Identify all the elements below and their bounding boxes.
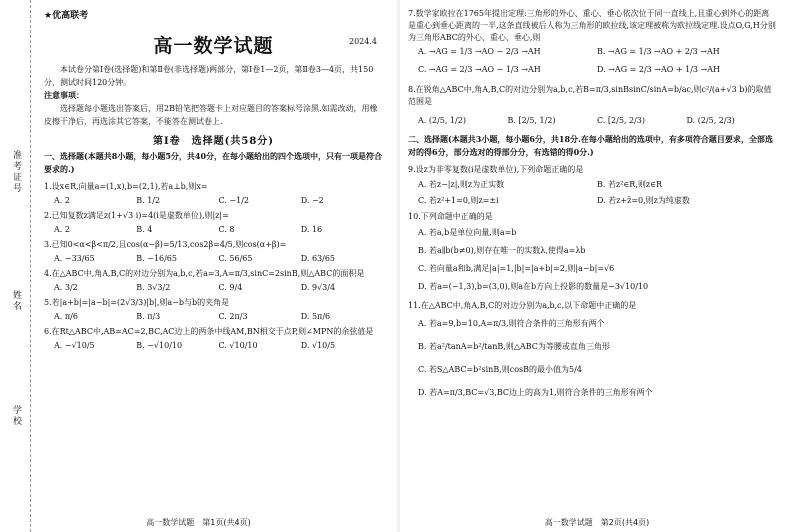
question-1: 1.设x∈R,向量a=(1,x),b=(2,1),若a⊥b,则x= <box>44 182 208 191</box>
option: A. 3/2 <box>54 283 78 292</box>
question-2-options <box>54 225 383 234</box>
question-8-options <box>418 116 776 125</box>
part-two-instructions: 二、选择题(本题共3小题，每小题6分，共18分.在每小题给出的选项中，有多项符合题目要求，全部选对的得6分，部分选对的得部分分，有选错的得0分.) <box>408 134 773 157</box>
option: C. 56/65 <box>218 254 253 263</box>
option: B. 4 <box>136 225 153 234</box>
option: B. 1/2 <box>136 196 161 205</box>
option: C. [2/5, 2/3) <box>597 116 645 125</box>
option: C. 若S△ABC=b²sinB,则cosB的最小值为5/4 <box>418 365 582 374</box>
option: B. 若a²/tanA=b²/tanB,则△ABC为等腰或直角三角形 <box>418 342 610 351</box>
question-9: 9.设z为非零复数(i是虚数单位),下列命题正确的是 <box>408 165 584 174</box>
option: C. →AG = 2/3 →AO − 1/3 →AH <box>418 65 541 74</box>
question-2: 2.已知复数z满足z(1+√3 i)=4(i是虚数单位),则|z|= <box>44 211 229 220</box>
question-4: 4.在△ABC中,角A,B,C的对边分别为a,b,c,若a=3,A=π/3,sinC=2sinB,则△ABC的面积是 <box>44 269 365 278</box>
question-7: 7.数学家欧拉在1765年提出定理:三角形的外心、重心、垂心依次位于同一直线上,且重心到外心的距离是重心到垂心距离的一半,这条直线被后人称为三角形的欧拉线,该定理被称为欧拉线定理.设点O,G,H分别为三角形ABC的外心、重心、垂心,则 <box>408 9 776 42</box>
side-label-name: 姓名 <box>11 290 21 312</box>
title-row <box>44 31 383 63</box>
page-2-footer: 高一数学试题 第2页(共4页) <box>544 518 650 527</box>
option: C. 若z²+1=0,则z=±i <box>418 196 499 205</box>
option: D. 63/65 <box>300 254 336 263</box>
option: C. 若向量a和b,满足|a|=1,|b|=|a+b|=2,则|a−b|=√6 <box>418 264 615 273</box>
option: B. −√10/10 <box>136 341 183 350</box>
option: A. −33/65 <box>54 254 95 263</box>
option: D. 若a=(−1,3),b=(3,0),则a在b方向上投影的数量是−3√10/10 <box>418 282 649 291</box>
option: B. −16/65 <box>136 254 177 263</box>
intro-text: 本试卷分第Ⅰ卷(选择题)和第Ⅱ卷(非选择题)两部分，第Ⅰ卷1—2页，第Ⅱ卷3—4页，共150分，测试时间120分钟。 <box>44 65 374 87</box>
page-2 <box>400 0 794 532</box>
option: B. 若a∥b(b≠0),则存在唯一的实数λ,使得a=λb <box>418 246 586 255</box>
question-6-options <box>54 341 383 350</box>
notice-heading: 注意事项： <box>44 90 84 100</box>
page-2-content <box>408 8 776 398</box>
question-3: 3.已知0<α<β<π/2,且cos(α−β)=5/13,cos2β=4/5,则cos(α+β)= <box>44 240 287 249</box>
notice-body: 选择题每小题选出答案后，用2B铅笔把答题卡上对应题目的答案标号涂黑.如需改动，用橡皮擦干净后，再选涂其它答案，不能答在测试卷上. <box>44 104 378 126</box>
section-title: 第Ⅰ卷 选择题(共58分) <box>152 136 275 147</box>
question-3-options <box>54 254 383 263</box>
option: A. 若z−|z|,则z为正实数 <box>418 180 505 189</box>
side-label-school: 学校 <box>11 405 21 427</box>
option: C. √10/10 <box>218 341 258 350</box>
option: B. 3√3/2 <box>136 283 171 292</box>
question-1-options <box>54 196 383 205</box>
binding-margin <box>0 0 36 532</box>
option: B. [2/5, 1/2) <box>507 116 556 125</box>
cut-line <box>30 0 31 532</box>
option: D. −2 <box>300 196 324 205</box>
question-5-options <box>54 312 383 321</box>
option: A. −√10/5 <box>54 341 95 350</box>
option: C. 8 <box>218 225 235 234</box>
option: A. 若a=9,b=10,A=π/3,则符合条件的三角形有两个 <box>418 319 605 328</box>
question-5: 5.若|a+b|=|a−b|=(2√3/3)|b|,则a−b与b的夹角是 <box>44 298 230 307</box>
option: B. →AG = 1/3 →AO + 2/3 →AH <box>597 47 720 56</box>
option: A. 2 <box>54 196 70 205</box>
page-1-footer: 高一数学试题 第1页(共4页) <box>146 518 251 527</box>
page-title: 高一数学试题 <box>153 35 274 57</box>
part-one-instructions: 一、选择题(本题共8小题，每小题5分，共40分，在每小题给出的四个选项中，只有一项是符合要求的.) <box>44 151 383 174</box>
question-10: 10.下列命题中正确的是 <box>408 212 493 221</box>
question-9-options <box>418 179 776 206</box>
option: D. (2/5, 2/3) <box>686 116 735 125</box>
brand-label: ★优高联考 <box>44 11 89 21</box>
exam-date: 2024.4 <box>349 37 377 46</box>
option: A. (2/5, 1/2) <box>418 116 466 125</box>
option: C. 9/4 <box>218 283 243 292</box>
option: D. →AG = 2/3 →AO + 1/3 →AH <box>597 65 720 74</box>
option: B. π/3 <box>136 312 161 321</box>
option: D. 16 <box>300 225 323 234</box>
option: C. 2π/3 <box>218 312 248 321</box>
option: D. 5π/6 <box>300 312 331 321</box>
question-8: 8.在锐角△ABC中,角A,B,C的对边分别为a,b,c,若B=π/3,sinBsinC/sinA=b/ac,则c²/(a+√3 b)的取值范围是 <box>408 85 772 106</box>
option: A. 2 <box>54 225 70 234</box>
question-11: 11.在△ABC中,角A,B,C的对边分别为a,b,c,以下命题中正确的是 <box>408 301 637 310</box>
option: B. 若z²∈R,则z∈R <box>597 180 663 189</box>
question-7-options <box>418 47 776 74</box>
question-4-options <box>54 283 383 292</box>
option: C. −1/2 <box>218 196 249 205</box>
option: D. 若A=π/3,BC=√3,BC边上的高为1,则符合条件的三角形有两个 <box>418 388 653 397</box>
page-1-content <box>44 8 383 350</box>
question-6: 6.在Rt△ABC中,AB=AC=2,BC,AC边上的两条中线AM,BN相交于点P,则∠MPN的余弦值是 <box>44 327 374 336</box>
option: D. √10/5 <box>300 341 336 350</box>
option: A. →AG = 1/3 →AO − 2/3 →AH <box>418 47 541 56</box>
option: D. 若z+z̄=0,则z为纯虚数 <box>597 196 690 205</box>
option: A. π/6 <box>54 312 78 321</box>
side-label-exam-id: 准考证号 <box>11 150 21 194</box>
option: D. 9√3/4 <box>300 283 336 292</box>
option: A. 若a,b是单位向量,则a=b <box>418 228 517 237</box>
